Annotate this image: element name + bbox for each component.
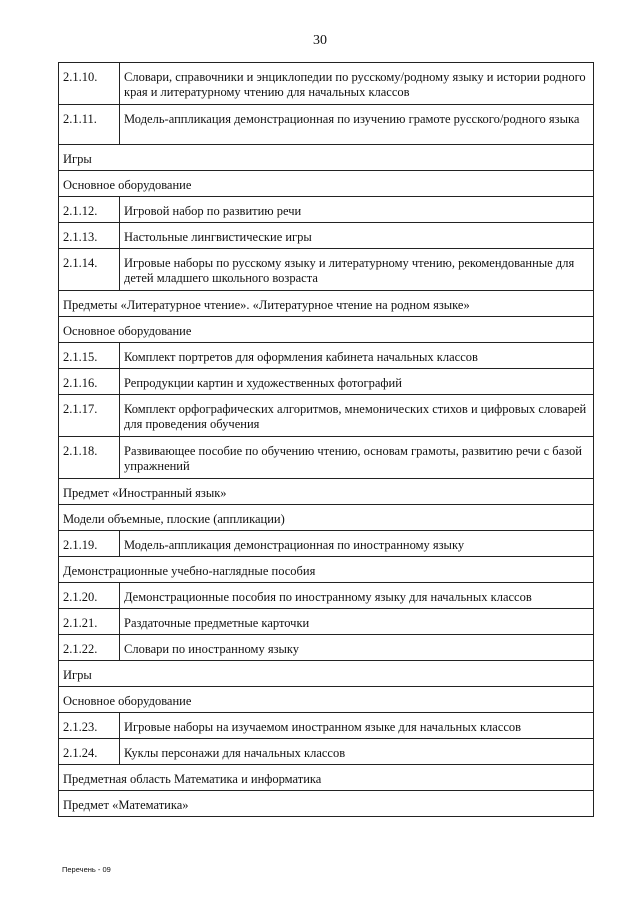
table-row (59, 63, 594, 105)
table-row (59, 713, 594, 739)
section-heading: Основное оборудование (59, 687, 594, 713)
section-heading: Предмет «Иностранный язык» (59, 479, 594, 505)
section-heading: Предметная область Математика и информатика (59, 765, 594, 791)
equipment-table (58, 62, 594, 817)
item-description: Словари по иностранному языку (120, 635, 594, 661)
item-number: 2.1.18. (59, 437, 120, 479)
item-description: Раздаточные предметные карточки (120, 609, 594, 635)
item-description: Игровые наборы по русскому языку и литературному чтению, рекомендованные для детей младшего школьного возраста (120, 249, 594, 291)
item-description: Игровой набор по развитию речи (120, 197, 594, 223)
item-number: 2.1.11. (59, 105, 120, 145)
item-description: Репродукции картин и художественных фотографий (120, 369, 594, 395)
section-heading-row (59, 291, 594, 317)
page-number: 30 (313, 33, 327, 48)
section-heading: Модели объемные, плоские (аппликации) (59, 505, 594, 531)
item-description: Настольные лингвистические игры (120, 223, 594, 249)
table-row (59, 609, 594, 635)
table-row (59, 223, 594, 249)
section-heading-row (59, 505, 594, 531)
section-heading: Демонстрационные учебно-наглядные пособия (59, 557, 594, 583)
table-row (59, 369, 594, 395)
item-description: Модель-аппликация демонстрационная по иностранному языку (120, 531, 594, 557)
section-heading: Предмет «Математика» (59, 791, 594, 817)
table-body (59, 63, 594, 817)
section-heading-row (59, 171, 594, 197)
section-heading-row (59, 765, 594, 791)
section-heading-row (59, 317, 594, 343)
section-heading: Основное оборудование (59, 317, 594, 343)
table-row (59, 343, 594, 369)
table-row (59, 197, 594, 223)
section-heading: Предметы «Литературное чтение». «Литературное чтение на родном языке» (59, 291, 594, 317)
section-heading: Игры (59, 145, 594, 171)
item-number: 2.1.23. (59, 713, 120, 739)
item-description: Комплект портретов для оформления кабинета начальных классов (120, 343, 594, 369)
table-row (59, 395, 594, 437)
section-heading-row (59, 791, 594, 817)
table-row (59, 583, 594, 609)
footer-label: Перечень - 09 (62, 865, 111, 874)
item-number: 2.1.24. (59, 739, 120, 765)
item-number: 2.1.13. (59, 223, 120, 249)
item-number: 2.1.21. (59, 609, 120, 635)
item-number: 2.1.20. (59, 583, 120, 609)
item-description: Модель-аппликация демонстрационная по изучению грамоте русского/родного языка (120, 105, 594, 145)
section-heading-row (59, 145, 594, 171)
item-number: 2.1.15. (59, 343, 120, 369)
item-number: 2.1.19. (59, 531, 120, 557)
item-description: Игровые наборы на изучаемом иностранном языке для начальных классов (120, 713, 594, 739)
item-description: Словари, справочники и энциклопедии по русскому/родному языку и истории родного края и литературному чтению для начальных классов (120, 63, 594, 105)
section-heading: Игры (59, 661, 594, 687)
table-row (59, 249, 594, 291)
item-number: 2.1.16. (59, 369, 120, 395)
section-heading-row (59, 687, 594, 713)
section-heading-row (59, 479, 594, 505)
table-row (59, 739, 594, 765)
section-heading-row (59, 557, 594, 583)
table-row (59, 105, 594, 145)
section-heading: Основное оборудование (59, 171, 594, 197)
table-row (59, 531, 594, 557)
item-description: Комплект орфографических алгоритмов, мнемонических стихов и цифровых словарей для проведения обучения (120, 395, 594, 437)
item-description: Куклы персонажи для начальных классов (120, 739, 594, 765)
item-number: 2.1.12. (59, 197, 120, 223)
item-number: 2.1.22. (59, 635, 120, 661)
item-number: 2.1.14. (59, 249, 120, 291)
item-description: Развивающее пособие по обучению чтению, основам грамоты, развитию речи с базой упражнений (120, 437, 594, 479)
item-number: 2.1.17. (59, 395, 120, 437)
item-description: Демонстрационные пособия по иностранному языку для начальных классов (120, 583, 594, 609)
table-row (59, 437, 594, 479)
section-heading-row (59, 661, 594, 687)
item-number: 2.1.10. (59, 63, 120, 105)
table-row (59, 635, 594, 661)
